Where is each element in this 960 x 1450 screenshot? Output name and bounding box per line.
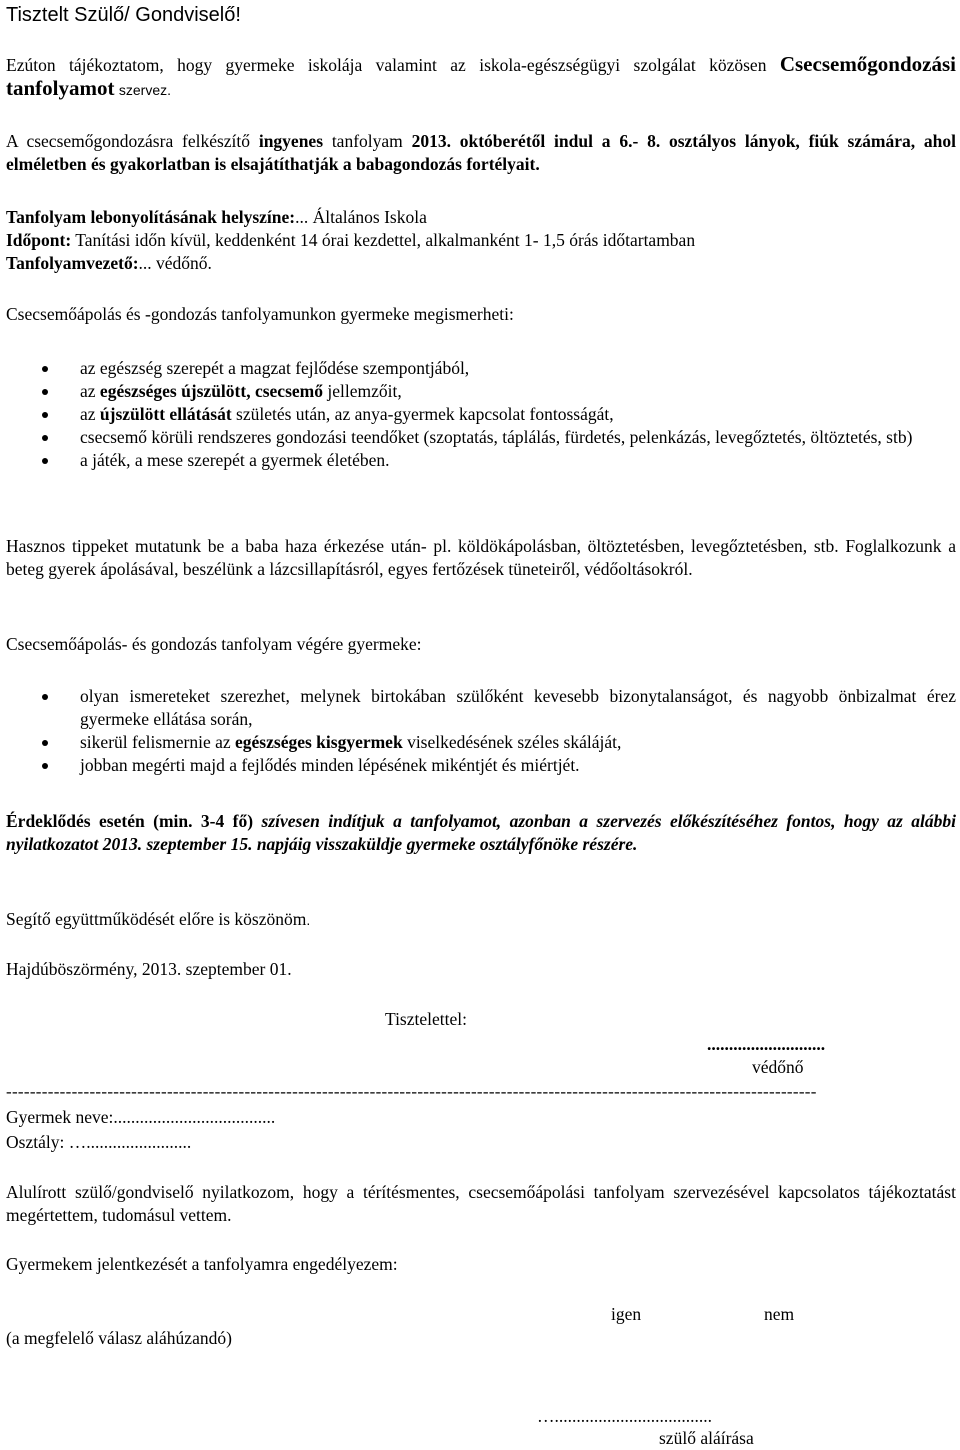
location-label: Tanfolyam lebonyolításának helyszíne: bbox=[6, 207, 296, 227]
course-desc-free: ingyenes bbox=[258, 131, 324, 151]
cut-line: ---------------------------------------------------------------------------------------------------------------------------------------- bbox=[6, 1082, 817, 1101]
consent-line: Gyermekem jelentkezését a tanfolyamra engedélyezem: bbox=[6, 1254, 398, 1274]
list-item: csecsemő körüli rendszeres gondozási teendőket (szoptatás, táplálás, fürdetés, pelenkázás, levegőztetés, öltöztetés, stb) bbox=[0, 426, 956, 449]
location-value: ... Általános Iskola bbox=[295, 207, 427, 227]
place-date: Hajdúböszörmény, 2013. szeptember 01. bbox=[6, 959, 292, 979]
interest-a: Érdeklődés esetén (min. 3-4 fő) bbox=[6, 811, 254, 831]
thanks-text: Segítő együttműködését előre is köszönöm bbox=[6, 909, 307, 929]
time-label: Időpont: bbox=[6, 230, 72, 250]
child-name-field: Gyermek neve:..................................... bbox=[6, 1107, 276, 1127]
intro-end: szervez. bbox=[118, 82, 171, 98]
outcome-heading: Csecsemőápolás- és gondozás tanfolyam végére gyermeke: bbox=[6, 634, 422, 654]
course-details bbox=[6, 206, 956, 275]
answer-yes[interactable]: igen bbox=[611, 1304, 642, 1324]
intro-text: Ezúton tájékoztatom, hogy gyermeke iskolája valamint az iskola-egészségügyi szolgálat közösen bbox=[6, 55, 767, 75]
interest-b: szívesen indítjuk a tanfolyamot, azonban a szervezés előkészítéséhez fontos, hogy az alábbi nyilatkozatot 2013. szeptember 15. napjáig visszaküldje gyermeke osztályfőnöke részére. bbox=[6, 811, 957, 854]
course-desc-a: A csecsemőgondozásra felkészítő bbox=[6, 131, 251, 151]
list-item: olyan ismereteket szerezhet, melynek birtokában szülőként kevesebb bizonytalanságot, és nagyobb önbizalmat érez gyermeke ellátása során, bbox=[0, 685, 956, 731]
list-item: a játék, a mese szerepét a gyermek életében. bbox=[0, 449, 956, 472]
leader-value: ... védőnő. bbox=[138, 253, 212, 273]
leader-label: Tanfolyamvezető: bbox=[6, 253, 139, 273]
time-value: Tanítási időn kívül, keddenként 14 órai kezdettel, alkalmanként 1- 1,5 órás időtartamban bbox=[75, 230, 696, 250]
answer-no[interactable]: nem bbox=[764, 1304, 795, 1324]
regards: Tisztelettel: bbox=[385, 1009, 467, 1029]
thanks-dot: . bbox=[306, 912, 311, 928]
signature-dots: ........................... bbox=[707, 1034, 826, 1054]
course-name: Csecsemőgondozási tanfolyamot bbox=[6, 52, 956, 100]
time-line bbox=[6, 229, 956, 252]
leader-line bbox=[6, 252, 956, 275]
signature-role: védőnő bbox=[752, 1057, 804, 1077]
tips-paragraph: Hasznos tippeket mutatunk be a baba haza érkezése után- pl. köldökápolásban, öltöztetésben, levegőztetésben, stb. Foglalkozunk a beteg gyerek ápolásával, beszélünk a lázcsillapításról, egyes fertőzések tüneteiről, védőoltásokról. bbox=[6, 536, 956, 579]
thanks-line bbox=[6, 908, 956, 932]
list-item: jobban megérti majd a fejlődés minden lépésének mikéntjét és miértjét. bbox=[0, 754, 956, 777]
course-description bbox=[6, 130, 956, 176]
course-desc-d: 2013. októberétől indul a 6.- 8. osztályos lányok, fiúk számára, ahol elméletben és gyakorlatban is elsajátíthatják a babagondozás fortélyait. bbox=[6, 131, 956, 174]
list-item: sikerül felismernie az egészséges kisgyermek viselkedésének széles skáláját, bbox=[0, 731, 956, 754]
parent-signature-dots: ….................................... bbox=[537, 1406, 712, 1426]
interest-paragraph bbox=[6, 810, 956, 856]
greeting: Tisztelt Szülő/ Gondviselő! bbox=[6, 4, 241, 26]
class-field: Osztály: …........................ bbox=[6, 1132, 192, 1152]
list-item: az egészség szerepét a magzat fejlődése szempontjából, bbox=[0, 357, 956, 380]
learn-heading: Csecsemőápolás és -gondozás tanfolyamunkon gyermeke megismerheti: bbox=[6, 304, 514, 324]
parent-signature-label: szülő aláírása bbox=[659, 1428, 754, 1448]
intro-paragraph bbox=[6, 53, 956, 102]
list-item: az újszülött ellátását születés után, az anya-gyermek kapcsolat fontosságát, bbox=[0, 403, 956, 426]
underline-hint: (a megfelelő válasz aláhúzandó) bbox=[6, 1328, 232, 1348]
location-line bbox=[6, 206, 956, 229]
list-item: az egészséges újszülött, csecsemő jellemzőit, bbox=[0, 380, 956, 403]
outcome-list bbox=[0, 685, 956, 777]
declaration: Alulírott szülő/gondviselő nyilatkozom, hogy a térítésmentes, csecsemőápolási tanfolyam szervezésével kapcsolatos tájékoztatást megértettem, tudomásul vettem. bbox=[6, 1182, 956, 1225]
course-desc-c: tanfolyam bbox=[331, 131, 403, 151]
learn-list bbox=[0, 357, 956, 472]
